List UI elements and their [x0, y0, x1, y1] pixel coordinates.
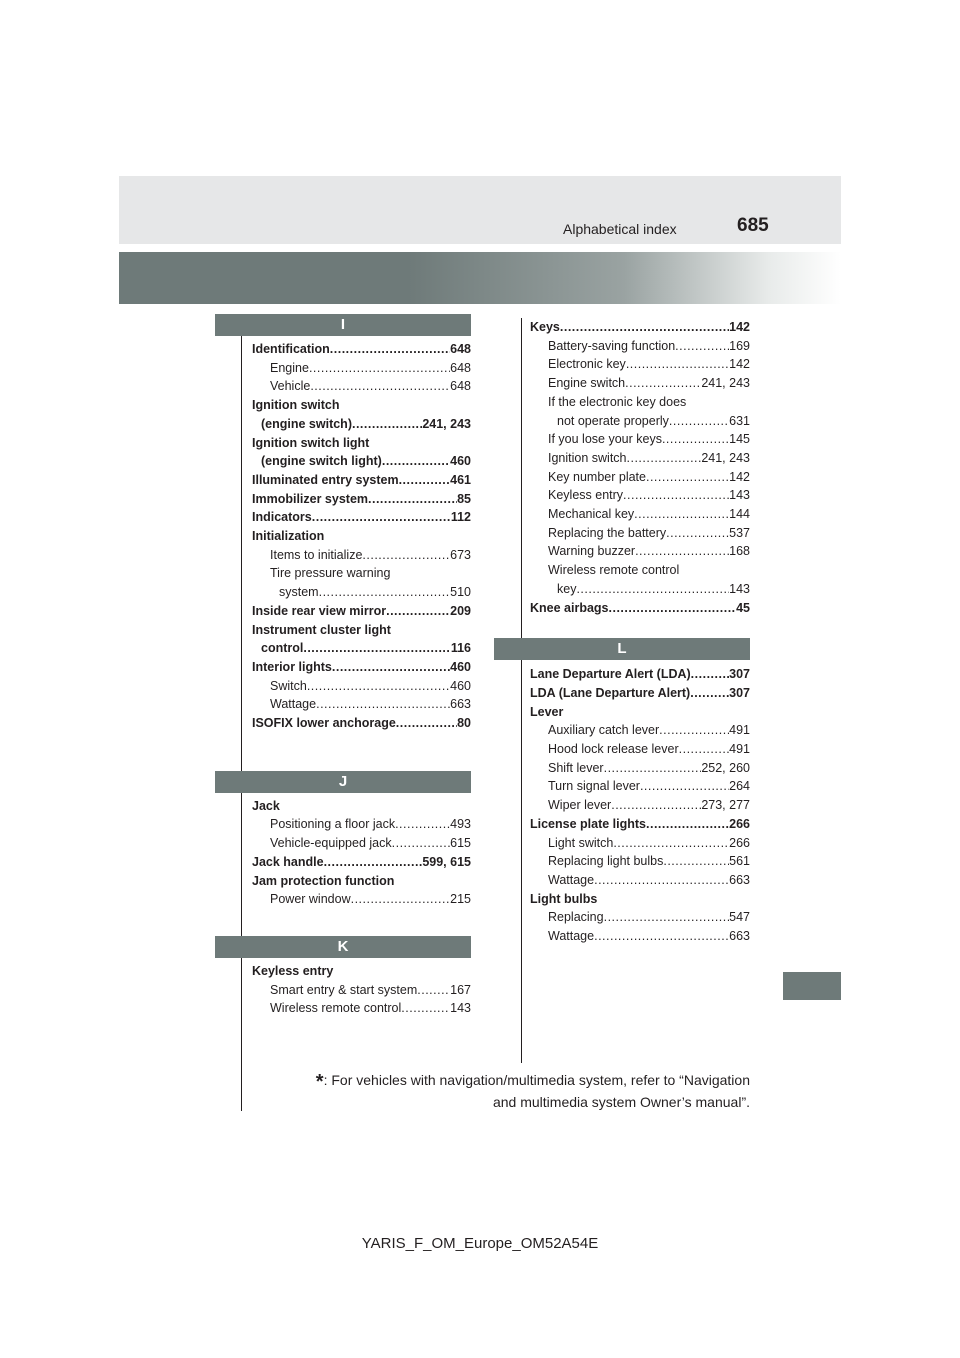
index-entry — [530, 721, 750, 740]
index-entry-term: Auxiliary catch lever — [548, 723, 660, 738]
index-entry-leader — [395, 815, 450, 834]
index-entry — [252, 583, 471, 602]
index-column-right — [494, 314, 750, 946]
index-entry-page: 241, 243 — [701, 450, 750, 465]
index-entry-page: 460 — [450, 659, 471, 674]
index-entry — [530, 542, 750, 561]
index-entry — [530, 468, 750, 487]
index-entry-term: Wattage — [270, 697, 317, 712]
index-entry-term: Keys — [530, 320, 560, 334]
index-entry-term: ISOFIX lower anchorage — [252, 716, 396, 731]
index-entry — [252, 471, 471, 490]
index-entry-term: Indicators — [252, 510, 312, 525]
index-entry — [252, 999, 471, 1018]
index-entry-page: 460 — [450, 454, 471, 469]
index-entry-term: Items to initialize — [270, 547, 363, 562]
index-entry-page: 169 — [729, 338, 750, 353]
index-entry — [252, 359, 471, 378]
index-entry-leader — [625, 374, 701, 393]
index-entry-page: 273, 277 — [701, 798, 750, 813]
index-entry — [530, 374, 750, 393]
index-entry-leader — [382, 452, 450, 471]
index-entry — [252, 853, 471, 872]
index-entry-page: 241, 243 — [701, 376, 750, 391]
footnote-star: * — [315, 1071, 324, 1093]
index-entry — [530, 908, 750, 927]
index-entry — [252, 872, 471, 891]
index-entry — [252, 508, 471, 527]
index-entry — [252, 452, 471, 471]
index-entry-term: Switch — [270, 678, 307, 693]
index-entry-leader — [675, 337, 729, 356]
index-entry — [252, 639, 471, 658]
index-entry-leader — [663, 852, 729, 871]
index-entry-term: Keyless entry — [548, 488, 624, 503]
index-entry-term: control — [261, 641, 304, 656]
index-entry-term: key — [557, 581, 577, 596]
index-entry-term: Replacing — [548, 910, 604, 925]
index-entry-page: 143 — [729, 581, 750, 596]
index-entry — [530, 759, 750, 778]
index-entry-page: 648 — [450, 342, 471, 356]
index-entry-leader — [666, 524, 729, 543]
index-entry-term: Initialization — [252, 529, 325, 544]
index-entry — [252, 714, 471, 733]
document-id: YARIS_F_OM_Europe_OM52A54E — [361, 1235, 599, 1252]
index-entry-term: Vehicle-equipped jack — [270, 836, 392, 851]
section-header-J: J — [215, 771, 471, 793]
index-entry-leader — [634, 505, 729, 524]
index-entry-page: 264 — [729, 779, 750, 794]
index-entry-page: 561 — [729, 854, 750, 869]
index-entry-leader — [303, 639, 450, 658]
index-entry-leader — [659, 721, 729, 740]
section-side-tab — [783, 972, 841, 1000]
index-entry-page: 631 — [729, 413, 750, 428]
index-entry-term: system — [279, 585, 319, 600]
index-entry-term: (engine switch light) — [261, 454, 382, 469]
index-entry-term: Replacing the battery — [548, 525, 667, 540]
index-entry-term: Ignition switch — [548, 450, 627, 465]
index-entry-term: Light switch — [548, 835, 614, 850]
index-entry-leader — [662, 430, 729, 449]
index-entry-term: Keyless entry — [252, 963, 334, 978]
index-entry — [252, 527, 471, 546]
index-entry-page: 266 — [729, 816, 750, 831]
index-entry-term: License plate lights — [530, 816, 647, 831]
index-entry-term: Wireless remote control — [548, 563, 680, 578]
index-entry — [530, 337, 750, 356]
index-entry — [252, 377, 471, 396]
index-entry — [252, 602, 471, 621]
index-entry — [252, 797, 471, 816]
index-entry-page: 142 — [729, 357, 750, 372]
index-entry-page: 599, 615 — [422, 854, 471, 869]
index-entry — [252, 815, 471, 834]
index-entry-leader — [417, 981, 450, 1000]
index-entry-leader — [312, 508, 451, 527]
index-entry — [530, 393, 750, 412]
index-entry-term: Key number plate — [548, 469, 646, 484]
index-entry-page: 547 — [729, 910, 750, 925]
index-entry-term: Engine — [270, 360, 309, 375]
section-I-entries — [252, 340, 471, 733]
index-entry-term: Jack handle — [252, 854, 324, 869]
index-entry-term: Vehicle — [270, 379, 311, 394]
index-entry — [530, 355, 750, 374]
index-entry-page: 85 — [457, 491, 471, 506]
index-entry-page: 648 — [450, 379, 471, 394]
index-entry-page: 80 — [457, 716, 471, 731]
index-entry-leader — [316, 695, 450, 714]
index-entry — [530, 927, 750, 946]
footnote — [270, 1070, 750, 1112]
index-entry-term: Electronic key — [548, 357, 626, 372]
index-entry-leader — [594, 871, 729, 890]
index-entry-leader — [396, 714, 457, 733]
index-entry-page: 537 — [729, 525, 750, 540]
index-entry — [252, 415, 471, 434]
index-entry-term: Hood lock release lever — [548, 742, 679, 757]
section-header-I: I — [215, 314, 471, 336]
index-entry-leader — [640, 777, 729, 796]
index-entry-term: Wireless remote control — [270, 1001, 402, 1016]
index-entry-page: 491 — [729, 742, 750, 757]
index-column-left — [215, 314, 471, 1018]
index-entry-leader — [560, 318, 729, 337]
index-entry-page: 45 — [736, 600, 750, 615]
index-entry-term: LDA (Lane Departure Alert) — [530, 685, 691, 700]
header-title: Alphabetical index — [563, 221, 677, 237]
footnote-line-1: : For vehicles with navigation/multimedia system, refer to “Navigation — [323, 1072, 750, 1088]
index-entry-term: Immobilizer system — [252, 491, 369, 506]
index-entry — [530, 505, 750, 524]
index-entry-leader — [352, 415, 422, 434]
index-entry-term: Lane Departure Alert (LDA) — [530, 667, 691, 682]
index-entry — [252, 434, 471, 453]
index-entry-page: 116 — [450, 641, 471, 656]
index-entry-page: 143 — [450, 1001, 471, 1016]
index-entry-term: Replacing light bulbs — [548, 854, 664, 869]
index-entry-term: Smart entry & start system — [270, 982, 418, 997]
index-entry-term: Interior lights — [252, 659, 332, 674]
section-K-entries — [252, 962, 471, 1018]
index-entry-leader — [362, 546, 450, 565]
index-entry-leader — [324, 853, 423, 872]
index-entry — [530, 796, 750, 815]
footnote-line-2: and multimedia system Owner’s manual”. — [492, 1094, 750, 1110]
index-entry-page: 307 — [729, 685, 750, 700]
index-entry-page: 510 — [450, 585, 471, 600]
index-entry-term: Instrument cluster light — [252, 622, 391, 637]
index-entry-term: Lever — [530, 704, 564, 719]
index-entry — [252, 695, 471, 714]
index-entry — [530, 524, 750, 543]
index-entry-page: 143 — [729, 488, 750, 503]
index-entry-leader — [386, 602, 450, 621]
page-number: 685 — [737, 215, 769, 236]
index-entry — [252, 962, 471, 981]
index-entry-term: not operate properly — [557, 413, 669, 428]
index-entry — [530, 871, 750, 890]
index-entry-leader — [310, 377, 450, 396]
index-entry-leader — [623, 486, 729, 505]
index-entry — [530, 412, 750, 431]
index-entry-page: 673 — [450, 547, 471, 562]
index-entry-term: Engine switch — [548, 376, 626, 391]
index-entry — [252, 677, 471, 696]
index-entry-page: 209 — [450, 603, 471, 618]
index-entry-page: 112 — [450, 510, 471, 525]
index-entry-leader — [309, 359, 450, 378]
index-entry — [530, 777, 750, 796]
index-entry-page: 663 — [729, 929, 750, 944]
index-entry-leader — [576, 580, 729, 599]
index-entry-term: Jam protection function — [252, 873, 395, 888]
index-entry-leader — [307, 677, 450, 696]
index-entry-leader — [332, 658, 450, 677]
header-bar — [119, 176, 841, 244]
index-entry-page: 307 — [729, 667, 750, 682]
index-entry-term: Tire pressure warning — [270, 566, 391, 581]
index-entry-term: Inside rear view mirror — [252, 603, 387, 618]
index-entry-leader — [392, 834, 451, 853]
index-entry-leader — [330, 340, 450, 359]
index-entry-term: Positioning a floor jack — [270, 817, 396, 832]
index-entry-leader — [613, 834, 729, 853]
index-entry — [530, 318, 750, 337]
index-entry — [530, 486, 750, 505]
index-entry-page: 648 — [450, 360, 471, 375]
index-entry — [530, 815, 750, 834]
index-entry-leader — [604, 759, 702, 778]
index-entry-page: 663 — [729, 872, 750, 887]
index-entry-term: If you lose your keys — [548, 432, 662, 447]
section-K-continued-entries — [530, 318, 750, 617]
index-entry — [530, 740, 750, 759]
index-entry-term: Wattage — [548, 872, 595, 887]
index-entry-leader — [669, 412, 729, 431]
index-entry-term: Identification — [252, 342, 330, 356]
section-header-K: K — [215, 936, 471, 958]
index-entry-page: 168 — [729, 544, 750, 559]
index-entry — [530, 852, 750, 871]
index-entry-leader — [351, 890, 451, 909]
index-entry-page: 252, 260 — [701, 760, 750, 775]
index-entry-term: If the electronic key does — [548, 394, 687, 409]
index-entry-term: Warning buzzer — [548, 544, 636, 559]
index-entry — [530, 834, 750, 853]
index-entry-leader — [679, 740, 730, 759]
index-entry-leader — [626, 355, 729, 374]
index-entry-leader — [319, 583, 451, 602]
index-entry-term: Illuminated entry system — [252, 472, 399, 487]
index-entry — [252, 564, 471, 583]
index-entry-term: Wiper lever — [548, 798, 612, 813]
index-entry — [252, 396, 471, 415]
index-entry — [252, 658, 471, 677]
index-entry-term: (engine switch) — [261, 416, 352, 431]
index-entry — [252, 340, 471, 359]
index-entry-leader — [627, 449, 702, 468]
index-entry-page: 215 — [450, 892, 471, 907]
index-entry-leader — [611, 796, 701, 815]
header-gradient-band — [119, 252, 841, 304]
index-entry — [530, 580, 750, 599]
index-entry-leader — [635, 542, 729, 561]
index-entry-leader — [690, 684, 729, 703]
index-entry-term: Power window — [270, 892, 351, 907]
section-header-L: L — [494, 638, 750, 660]
index-entry-term: Jack — [252, 798, 280, 813]
index-entry — [252, 981, 471, 1000]
index-entry-term: Shift lever — [548, 760, 604, 775]
index-entry-term: Knee airbags — [530, 600, 609, 615]
index-entry — [530, 561, 750, 580]
index-entry-page: 142 — [729, 469, 750, 484]
index-entry-leader — [399, 471, 451, 490]
index-entry — [530, 684, 750, 703]
index-entry — [252, 834, 471, 853]
index-entry-page: 167 — [450, 982, 471, 997]
index-entry-page: 145 — [729, 432, 750, 447]
index-entry-term: Turn signal lever — [548, 779, 640, 794]
index-entry-term: Light bulbs — [530, 891, 598, 906]
index-entry — [252, 621, 471, 640]
index-entry-leader — [646, 468, 729, 487]
index-entry-page: 460 — [450, 678, 471, 693]
index-entry-page: 266 — [729, 835, 750, 850]
index-entry-page: 615 — [450, 836, 471, 851]
index-entry-term: Ignition switch light — [252, 435, 370, 450]
index-entry-leader — [604, 908, 730, 927]
index-entry — [252, 546, 471, 565]
index-entry-leader — [368, 490, 457, 509]
section-L-entries — [530, 665, 750, 946]
section-J-entries — [252, 797, 471, 909]
index-entry-page: 461 — [450, 472, 471, 487]
index-entry-page: 142 — [729, 320, 750, 334]
index-entry — [252, 890, 471, 909]
index-entry — [530, 449, 750, 468]
index-entry — [252, 490, 471, 509]
index-entry-leader — [401, 999, 450, 1018]
index-entry-term: Battery-saving function — [548, 338, 676, 353]
index-entry-page: 144 — [729, 507, 750, 522]
index-entry-leader — [609, 599, 737, 618]
index-entry-page: 491 — [729, 723, 750, 738]
index-entry-page: 493 — [450, 817, 471, 832]
index-entry-leader — [691, 665, 729, 684]
index-entry-term: Mechanical key — [548, 507, 635, 522]
index-entry — [530, 890, 750, 909]
index-entry-page: 663 — [450, 697, 471, 712]
index-entry — [530, 703, 750, 722]
index-entry-term: Wattage — [548, 929, 595, 944]
index-entry-page: 241, 243 — [422, 416, 471, 431]
index-entry — [530, 599, 750, 618]
index-entry — [530, 665, 750, 684]
index-entry-leader — [646, 815, 729, 834]
index-entry — [530, 430, 750, 449]
index-entry-term: Ignition switch — [252, 398, 340, 413]
index-entry-leader — [594, 927, 729, 946]
